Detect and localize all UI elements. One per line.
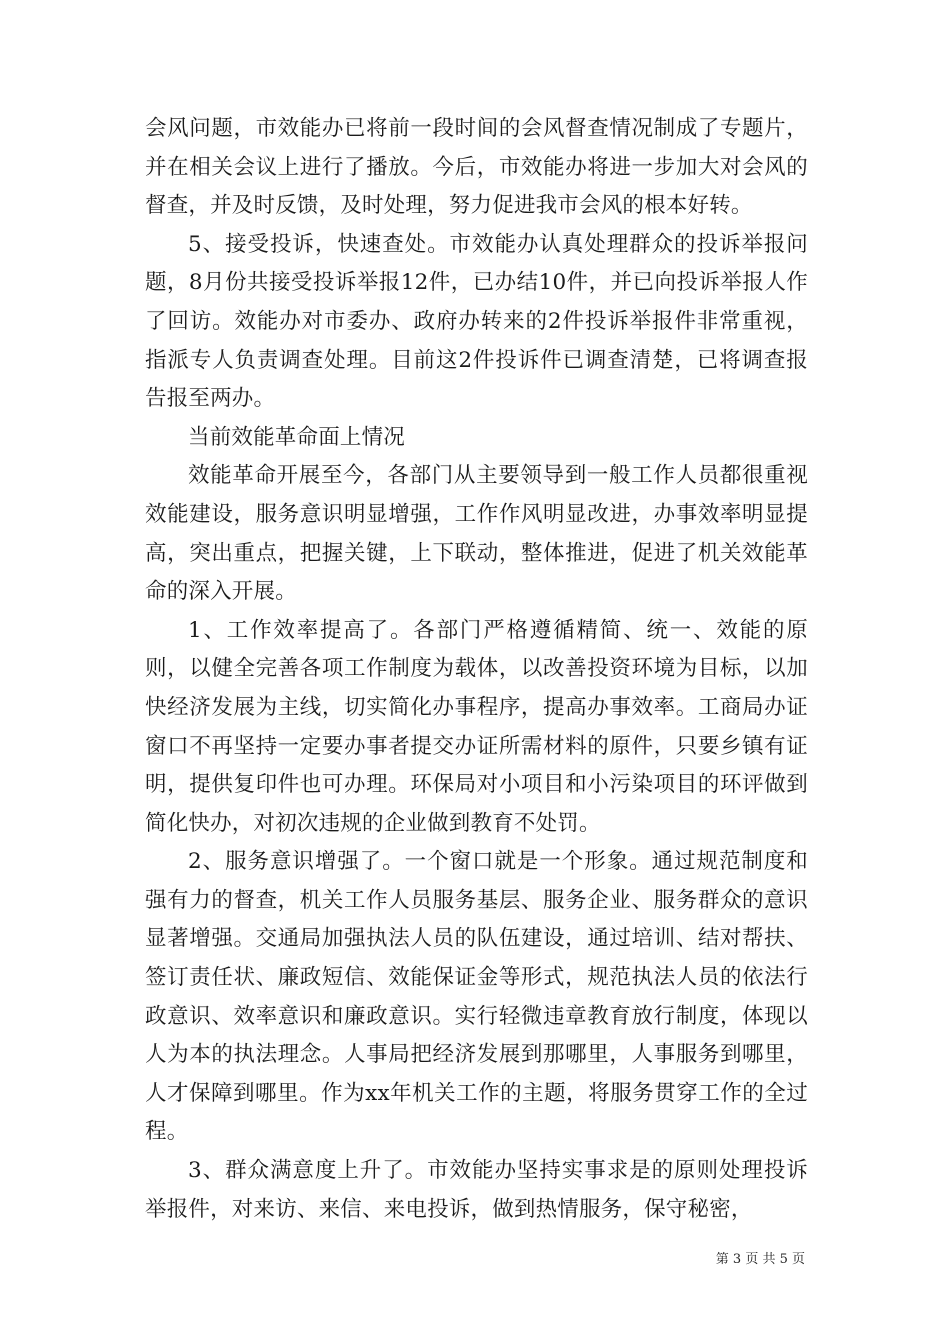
page-number-footer: 第 3 页 共 5 页 xyxy=(715,1252,805,1267)
paragraph-item-1: 1、工作效率提高了。各部门严格遵循精简、统一、效能的原则，以健全完善各项工作制度为载体，以改善投资环境为目标，以加快经济发展为主线，切实简化办事程序，提高办事效率。工商局办证窗口不再坚持一定要办事者提交办证所需材料的原件，只要乡镇有证明，提供复印件也可办理。环保局对小项目和小污染项目的环评做到简化快办，对初次违规的企业做到教育不处罚。 xyxy=(145,617,808,836)
paragraph-item-2: 2、服务意识增强了。一个窗口就是一个形象。通过规范制度和强有力的督查，机关工作人员服务基层、服务企业、服务群众的意识显著增强。交通局加强执法人员的队伍建设，通过培训、结对帮扶、签订责任状、廉政短信、效能保证金等形式，规范执法人员的依法行政意识、效率意识和廉政意识。实行轻微违章教育放行制度，体现以人为本的执法理念。人事局把经济发展到那哪里，人事服务到哪里，人才保障到哪里。作为xx年机关工作的主题，将服务贯穿工作的全过程。 xyxy=(145,849,808,1145)
paragraph-item-5: 5、接受投诉，快速查处。市效能办认真处理群众的投诉举报问题，8月份共接受投诉举报12件，已办结10件，并已向投诉举报人作了回访。效能办对市委办、政府办转来的2件投诉举报件非常重视，指派专人负责调查处理。目前这2件投诉件已调查清楚，已将调查报告报至两办。 xyxy=(145,231,808,412)
paragraph-continuation: 会风问题，市效能办已将前一段时间的会风督查情况制成了专题片，并在相关会议上进行了播放。今后，市效能办将进一步加大对会风的督查，并及时反馈，及时处理，努力促进我市会风的根本好转。 xyxy=(145,116,808,219)
document-body xyxy=(145,110,808,1229)
paragraph-item-3: 3、群众满意度上升了。市效能办坚持实事求是的原则处理投诉举报件，对来访、来信、来电投诉，做到热情服务，保守秘密， xyxy=(145,1158,808,1222)
paragraph-intro: 效能革命开展至今，各部门从主要领导到一般工作人员都很重视效能建设，服务意识明显增强，工作作风明显改进，办事效率明显提高，突出重点，把握关键，上下联动，整体推进，促进了机关效能革命的深入开展。 xyxy=(145,463,808,605)
section-heading: 当前效能革命面上情况 xyxy=(188,424,406,450)
